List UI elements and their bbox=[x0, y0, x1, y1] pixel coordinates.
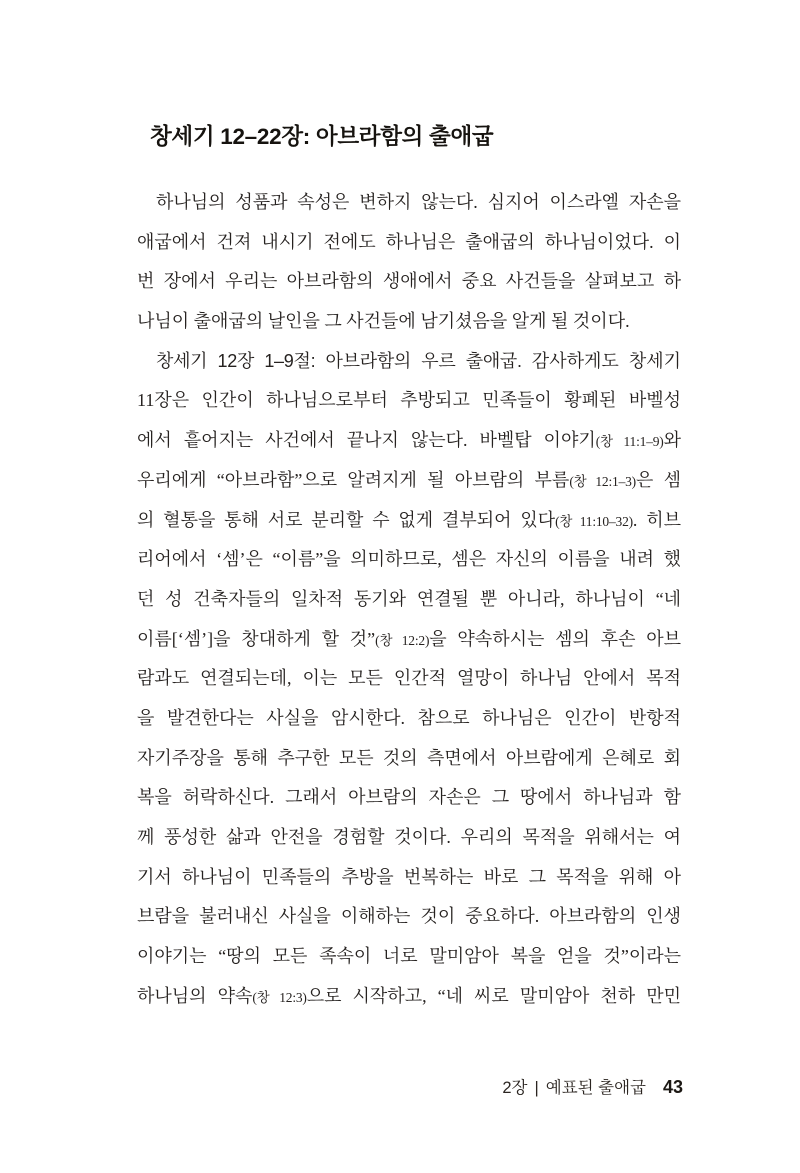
text-run: 을 약속하시는 셈의 후손 아브 bbox=[429, 628, 681, 649]
chapter-heading: 창세기 12–22장: 아브라함의 출애굽 bbox=[150, 124, 494, 150]
text-line bbox=[137, 778, 681, 818]
text-run: 11장은 인간이 하나님으로부터 추방되고 민족들이 황폐된 바벨성 bbox=[137, 390, 681, 411]
text-run: 브람을 불러내신 사실을 이해하는 것이 중요하다. 아브라함의 인생 bbox=[137, 906, 681, 927]
text-run: 하나님의 약속 bbox=[137, 985, 253, 1006]
text-run: 이야기는 “땅의 모든 족속이 너로 말미암아 복을 얻을 것”이라는 bbox=[137, 946, 681, 967]
text-run: 복을 허락하신다. 그래서 아브람의 자손은 그 땅에서 하나님과 함 bbox=[137, 787, 681, 808]
text-run: 감사하게도 창세기 bbox=[521, 350, 681, 371]
text-run: 이름[‘셈’]을 창대하게 할 것” bbox=[137, 628, 376, 649]
inline-subheading: 창세기 12장 1–9절: 아브라함의 우르 출애굽. bbox=[156, 350, 522, 371]
text-line bbox=[137, 223, 681, 263]
scripture-reference: (창 12:3) bbox=[252, 989, 307, 1005]
text-line bbox=[137, 381, 681, 421]
text-line bbox=[137, 739, 681, 779]
text-run: 으로 시작하고, “네 씨로 말미암아 천하 만민 bbox=[306, 985, 681, 1006]
text-line bbox=[137, 818, 681, 858]
text-line bbox=[137, 302, 681, 342]
text-line bbox=[137, 858, 681, 898]
scripture-reference: (창 12:1–3) bbox=[569, 473, 636, 489]
text-line bbox=[137, 342, 681, 382]
scripture-reference: (창 11:10–32) bbox=[555, 513, 633, 529]
text-run: 애굽에서 건져 내시기 전에도 하나님은 출애굽의 하나님이었다. 이 bbox=[137, 231, 681, 252]
text-line bbox=[137, 540, 681, 580]
text-line bbox=[137, 461, 681, 501]
text-run: 자기주장을 통해 추구한 모든 것의 측면에서 아브람에게 은혜로 회 bbox=[137, 747, 681, 768]
footer-separator: | bbox=[534, 1079, 539, 1097]
text-line bbox=[137, 659, 681, 699]
text-line bbox=[137, 580, 681, 620]
text-run: 의 혈통을 통해 서로 분리할 수 없게 결부되어 있다 bbox=[137, 509, 556, 530]
text-line bbox=[137, 421, 681, 461]
footer-section-title: 예표된 출애굽 bbox=[545, 1079, 646, 1097]
footer-page-number: 43 bbox=[662, 1077, 683, 1097]
text-line bbox=[137, 262, 681, 302]
body-text bbox=[137, 183, 681, 1016]
text-line bbox=[137, 699, 681, 739]
text-run: 람과도 연결되는데, 이는 모든 인간적 열망이 하나님 안에서 목적 bbox=[137, 668, 681, 689]
text-line bbox=[137, 620, 681, 660]
text-line bbox=[137, 183, 681, 223]
text-run: 은 셈 bbox=[635, 469, 681, 490]
footer-chapter-label: 2장 bbox=[502, 1079, 528, 1097]
text-run: 나님이 출애굽의 날인을 그 사건들에 남기셨음을 알게 될 것이다. bbox=[137, 311, 630, 332]
text-run: 와 bbox=[663, 430, 681, 451]
text-line bbox=[137, 501, 681, 541]
text-run: 리어에서 ‘셈’은 “이름”을 의미하므로, 셈은 자신의 이름을 내려 했 bbox=[137, 549, 681, 570]
scripture-reference: (창 12:2) bbox=[375, 632, 430, 648]
text-run: . 히브 bbox=[632, 509, 681, 530]
text-run: 을 발견한다는 사실을 암시한다. 참으로 하나님은 인간이 반항적 bbox=[137, 707, 681, 728]
text-line bbox=[137, 977, 681, 1017]
text-run: 하나님의 성품과 속성은 변하지 않는다. 심지어 이스라엘 자손을 bbox=[156, 192, 681, 212]
text-line bbox=[137, 897, 681, 937]
text-run: 던 성 건축자들의 일차적 동기와 연결될 뿐 아니라, 하나님이 “네 bbox=[137, 588, 681, 609]
page-footer bbox=[137, 1074, 683, 1098]
text-run: 번 장에서 우리는 아브라함의 생애에서 중요 사건들을 살펴보고 하 bbox=[137, 271, 681, 292]
text-run: 우리에게 “아브라함”으로 알려지게 될 아브람의 부름 bbox=[137, 469, 570, 490]
scripture-reference: (창 11:1–9) bbox=[595, 434, 664, 450]
text-run: 기서 하나님이 민족들의 추방을 번복하는 바로 그 목적을 위해 아 bbox=[137, 866, 681, 887]
text-run: 께 풍성한 삶과 안전을 경험할 것이다. 우리의 목적을 위해서는 여 bbox=[137, 827, 681, 847]
text-line bbox=[137, 937, 681, 977]
text-run: 에서 흩어지는 사건에서 끝나지 않는다. 바벨탑 이야기 bbox=[137, 430, 596, 451]
